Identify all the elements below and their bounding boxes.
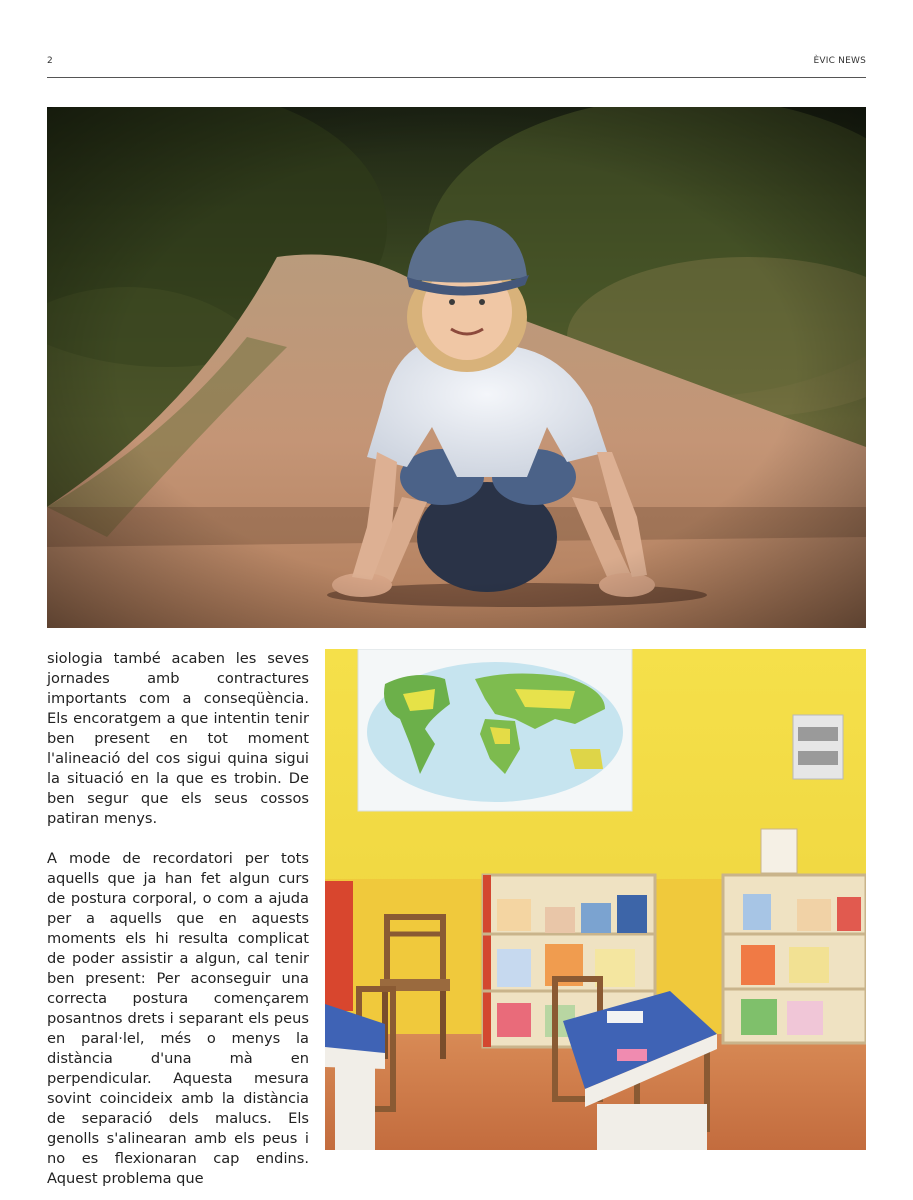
- classroom-photo-illustration: [325, 649, 866, 1150]
- photo-classroom-library: [325, 649, 866, 1150]
- article-text-column: [47, 649, 309, 1189]
- publication-name: ÈVIC NEWS: [813, 56, 866, 66]
- page-number: 2: [47, 56, 53, 66]
- article-paragraph-1: siologia també acaben les seves jornades amb contractures importants com a conseqüència. Els encoratgem a que intentin tenir ben present en tot moment l'alineació del cos sigui quina sigui la situació en la que es trobin. De ben segur que els seus cossos patiran menys.: [47, 650, 309, 827]
- article-paragraph-2: A mode de recordatori per tots aquells que ja han fet algun curs de postura corporal, o com a ajuda per a aquells que en aquests moments els hi resulta complicat de poder assistir a algun, cal tenir ben present: Per aconseguir una correcta postura començarem posantnos drets i separant els peus en paral·lel, més o menys la distància d'una mà en perpendicular. Aquesta mesura sovint coincideix amb la distància de separació dels malucs. Els genolls s'alinearan amb els peus i no es flexionaran cap endins. Aquest problema que: [47, 850, 309, 1187]
- photo-child-on-dirt-road: [47, 107, 866, 628]
- page-header: [47, 53, 866, 78]
- child-photo-illustration: [47, 107, 866, 628]
